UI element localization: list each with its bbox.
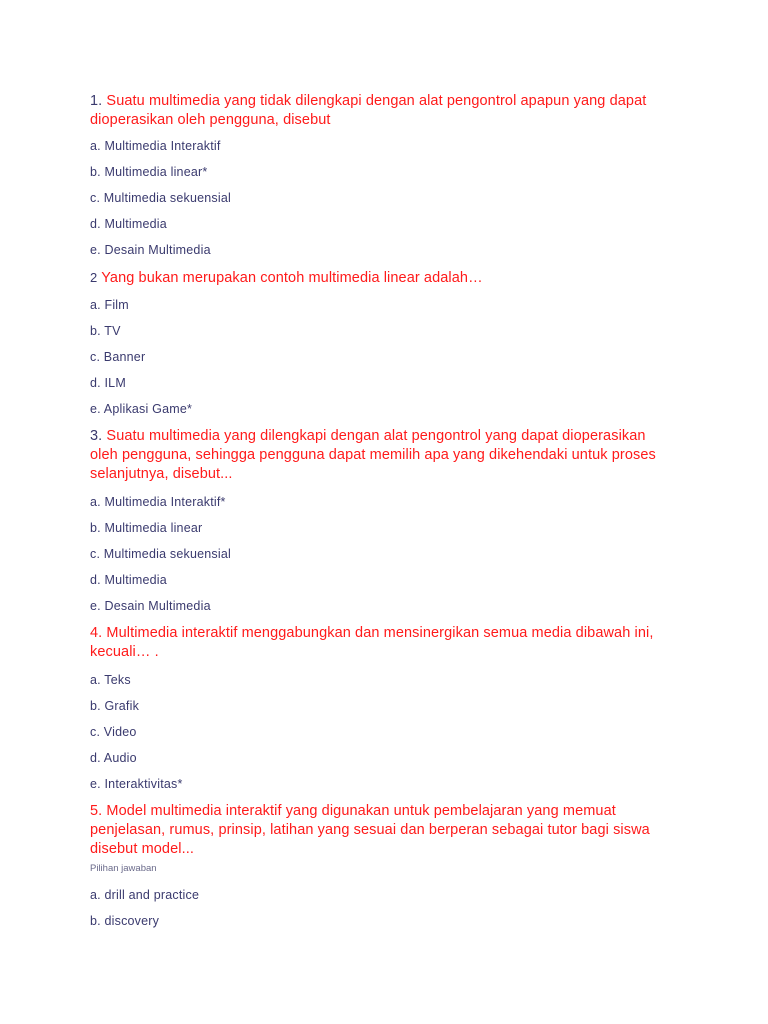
question-3-option-c: c. Multimedia sekuensial — [90, 547, 231, 561]
question-4-option-e: e. Interaktivitas* — [90, 777, 183, 791]
question-2-option-e: e. Aplikasi Game* — [90, 402, 193, 416]
question-5-text-line-2: penjelasan, rumus, prinsip, latihan yang sesuai dan berperan sebagai tutor bagi siswa — [90, 822, 650, 838]
question-1-text-line-1: Suatu multimedia yang tidak dilengkapi dengan alat pengontrol apapun yang dapat — [102, 93, 647, 109]
question-3-option-a: a. Multimedia Interaktif* — [90, 495, 226, 509]
question-5-number: 5. — [90, 803, 103, 819]
question-4-text-line-2: kecuali… . — [90, 644, 159, 660]
answer-choices-hint: Pilihan jawaban — [90, 863, 157, 874]
question-1-option-d: d. Multimedia — [90, 217, 167, 231]
question-3-option-d: d. Multimedia — [90, 573, 167, 587]
question-3-option-b: b. Multimedia linear — [90, 521, 203, 535]
question-4-option-a: a. Teks — [90, 673, 131, 687]
question-4-line-1 — [90, 624, 653, 643]
question-1-line-1 — [90, 92, 646, 111]
question-5-text-line-3: disebut model... — [90, 841, 194, 857]
question-5-option-a: a. drill and practice — [90, 888, 200, 902]
question-3-number: 3. — [90, 428, 103, 444]
question-1-option-c: c. Multimedia sekuensial — [90, 191, 231, 205]
question-1-option-e: e. Desain Multimedia — [90, 243, 211, 257]
question-4-option-c: c. Video — [90, 725, 137, 739]
question-4-option-d: d. Audio — [90, 751, 137, 765]
question-3-line-1 — [90, 427, 646, 446]
question-1-number: 1. — [90, 93, 103, 109]
question-2-line-1 — [90, 268, 483, 288]
question-2-option-b: b. TV — [90, 324, 121, 338]
question-3-text-line-1: Suatu multimedia yang dilengkapi dengan alat pengontrol yang dapat dioperasikan — [102, 428, 646, 444]
question-4-option-b: b. Grafik — [90, 699, 140, 713]
question-5-option-b: b. discovery — [90, 914, 160, 928]
question-3-option-e: e. Desain Multimedia — [90, 599, 211, 613]
question-2-text-line-1: Yang bukan merupakan contoh multimedia linear adalah… — [97, 270, 483, 286]
question-2-option-d: d. ILM — [90, 376, 126, 390]
question-2-option-a: a. Film — [90, 298, 129, 312]
question-1-option-b: b. Multimedia linear* — [90, 165, 208, 179]
question-1-option-a: a. Multimedia Interaktif — [90, 139, 221, 153]
question-1-text-line-2: dioperasikan oleh pengguna, disebut — [90, 112, 331, 128]
question-4-number: 4. — [90, 625, 103, 641]
question-5-text-line-1: Model multimedia interaktif yang digunakan untuk pembelajaran yang memuat — [102, 803, 616, 819]
question-5-line-1 — [90, 802, 616, 821]
question-3-text-line-2: oleh pengguna, sehingga pengguna dapat memilih apa yang dikehendaki untuk proses — [90, 447, 656, 463]
question-3-text-line-3: selanjutnya, disebut... — [90, 466, 233, 482]
question-2-option-c: c. Banner — [90, 350, 146, 364]
question-4-text-line-1: Multimedia interaktif menggabungkan dan mensinergikan semua media dibawah ini, — [102, 625, 654, 641]
question-2-number: 2 — [90, 270, 98, 285]
